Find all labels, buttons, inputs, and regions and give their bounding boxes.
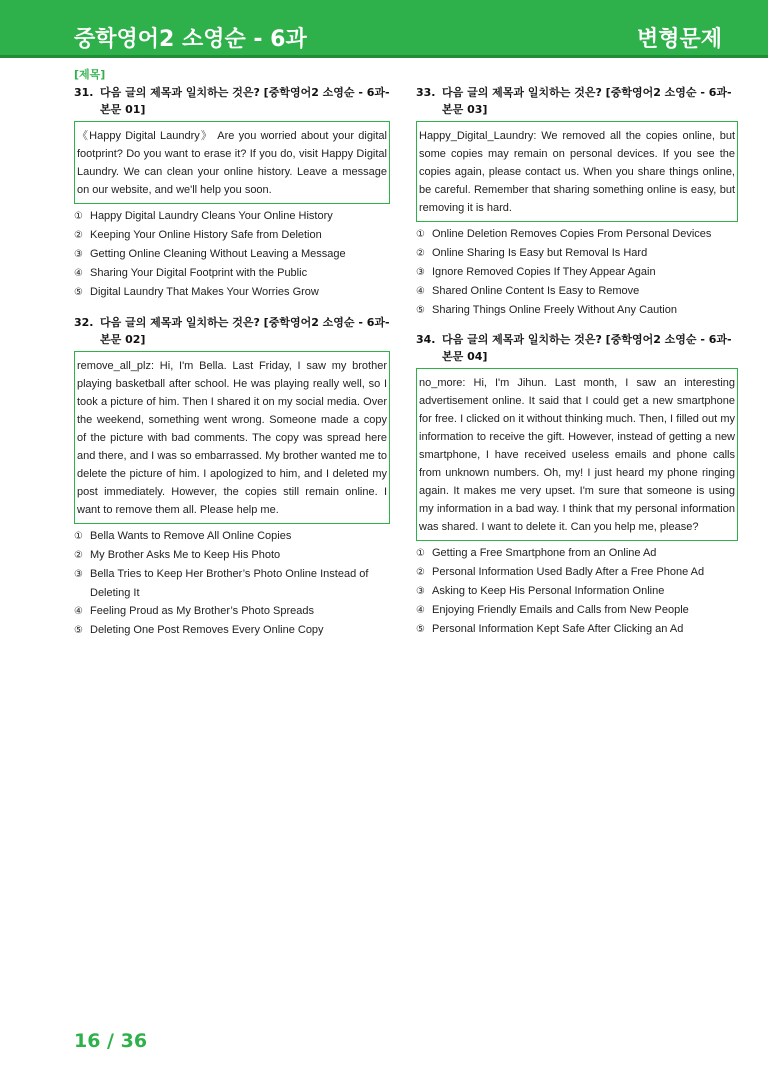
choice-5[interactable]: ⑤ Personal Information Kept Safe After Clicking an Ad <box>416 623 684 635</box>
question-33 <box>416 84 738 320</box>
choice-3[interactable]: ③ Asking to Keep His Personal Information Online <box>416 585 665 597</box>
choice-4[interactable]: ④ Feeling Proud as My Brother’s Photo Spreads <box>74 605 314 617</box>
choice-5[interactable]: ⑤ Digital Laundry That Makes Your Worries Grow <box>74 286 319 298</box>
choice-2[interactable]: ② Online Sharing Is Easy but Removal Is Hard <box>416 247 648 259</box>
question-title: 31. 다음 글의 제목과 일치하는 것은? [중학영어2 소영순 - 6과- 본문 01] <box>74 86 390 116</box>
choice-4[interactable]: ④ Shared Online Content Is Easy to Remove <box>416 285 640 297</box>
section-tag: [제목] <box>74 68 106 81</box>
choice-1[interactable]: ① Online Deletion Removes Copies From Personal Devices <box>416 228 712 240</box>
page-header <box>0 0 768 58</box>
passage-box: 《Happy Digital Laundry》 Are you worried about your digital footprint? Do you want to erase it? If you do, visit Happy Digital Laundry. We can clean your online history. Leave a message on our website, and we'll help you soon. <box>74 121 390 204</box>
question-title: 34. 다음 글의 제목과 일치하는 것은? [중학영어2 소영순 - 6과- 본문 04] <box>416 333 732 363</box>
choice-5[interactable]: ⑤ Sharing Things Online Freely Without Any Caution <box>416 304 677 316</box>
choice-2[interactable]: ② My Brother Asks Me to Keep His Photo <box>74 549 281 561</box>
question-number: 33. <box>416 86 436 99</box>
question-32 <box>74 314 390 640</box>
question-34 <box>416 331 738 639</box>
choice-5[interactable]: ⑤ Deleting One Post Removes Every Online Copy <box>74 624 324 636</box>
choice-list <box>74 207 390 302</box>
choice-4[interactable]: ④ Enjoying Friendly Emails and Calls from New People <box>416 604 689 616</box>
passage-box: no_more: Hi, I'm Jihun. Last month, I saw an interesting advertisement online. It said that I could get a new smartphone for free. I clicked on it without thinking much. Then, I filled out my information to receive the gift. However, instead of getting a new smartphone, I have received useless emails and phone calls from unknown numbers. Oh, my! I just heard my phone ringing again. It makes me very upset. I'm sure that someone is using my information in a bad way. I think that my personal information was shared. I want to delete it. Can you help me, please? <box>416 368 738 541</box>
choice-2[interactable]: ② Personal Information Used Badly After a Free Phone Ad <box>416 566 705 578</box>
choice-4[interactable]: ④ Sharing Your Digital Footprint with the Public <box>74 267 308 279</box>
question-number: 31. <box>74 86 94 99</box>
choice-3[interactable]: ③ Getting Online Cleaning Without Leaving a Message <box>74 248 346 260</box>
header-title: 중학영어2 소영순 - 6과 <box>74 27 307 52</box>
question-31 <box>74 84 390 302</box>
choice-list <box>416 225 738 320</box>
passage-box: Happy_Digital_Laundry: We removed all the copies online, but some copies may remain on personal devices. If you see the copies again, please contact us. When you share things online, be careful. Remember that sharing something online is easy, but removing it is hard. <box>416 121 738 222</box>
choice-3[interactable]: ③ Ignore Removed Copies If They Appear Again <box>416 266 656 278</box>
choice-3[interactable]: ③ Bella Tries to Keep Her Brother’s Photo Online Instead of Deleting It <box>74 568 369 599</box>
choice-1[interactable]: ① Happy Digital Laundry Cleans Your Online History <box>74 210 333 222</box>
passage-box: remove_all_plz: Hi, I'm Bella. Last Friday, I saw my brother playing basketball after school. He was playing really well, so I took a picture of him. Then I shared it on my social media. Over the weekend, something went wrong. Someone made a copy of the picture with bad comments. The copy was spread here and there, and I was so embarrassed. My brother wanted me to delete the picture of him. I apologized to him, and I deleted my post immediately. However, the copies still remain online. I want to remove them all. Please help me. <box>74 351 390 524</box>
page-number: 16 / 36 <box>74 1030 148 1052</box>
question-number: 32. <box>74 316 94 329</box>
header-category: 변형문제 <box>636 27 722 52</box>
choice-1[interactable]: ① Getting a Free Smartphone from an Online Ad <box>416 547 657 559</box>
question-number: 34. <box>416 333 436 346</box>
choice-2[interactable]: ② Keeping Your Online History Safe from Deletion <box>74 229 322 241</box>
question-title: 32. 다음 글의 제목과 일치하는 것은? [중학영어2 소영순 - 6과- 본문 02] <box>74 316 390 346</box>
choice-1[interactable]: ① Bella Wants to Remove All Online Copies <box>74 530 292 542</box>
choice-list <box>416 544 738 639</box>
choice-list <box>74 527 390 640</box>
question-title: 33. 다음 글의 제목과 일치하는 것은? [중학영어2 소영순 - 6과- 본문 03] <box>416 86 732 116</box>
